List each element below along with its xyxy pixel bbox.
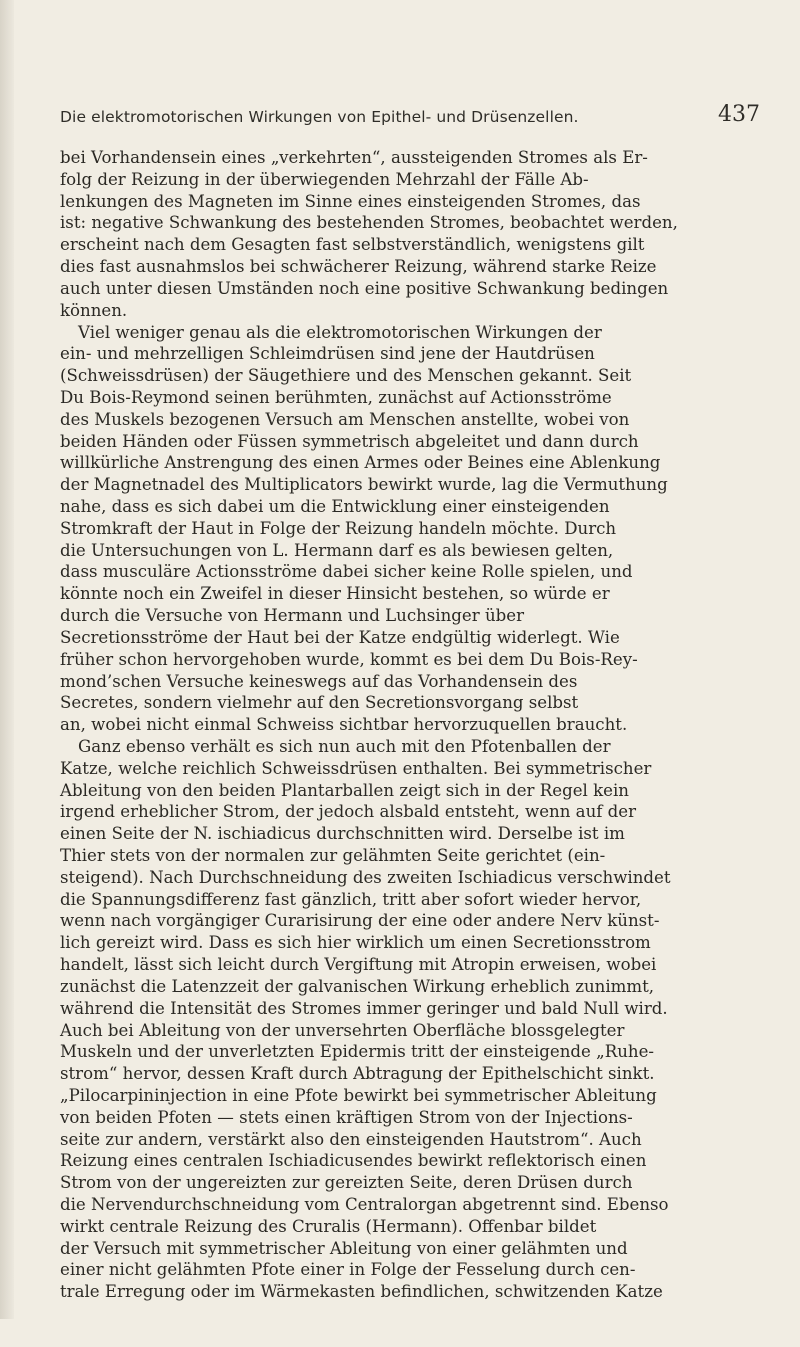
text-line: der Versuch mit symmetrischer Ableitung von einer gelähmten und — [60, 1238, 628, 1258]
text-line: die Nervendurchschneidung vom Centralorgan abgetrennt sind. Ebenso — [60, 1195, 669, 1214]
text-line: folg der Reizung in der überwiegenden Mehrzahl der Fälle Ab- — [60, 169, 589, 189]
text-line: einer nicht gelähmten Pfote einer in Folge der Fesselung durch cen- — [60, 1260, 636, 1280]
text-line: während die Intensität des Stromes immer geringer und bald Null wird. — [60, 998, 668, 1018]
text-line: trale Erregung oder im Wärmekasten befindlichen, schwitzenden Katze — [60, 1282, 663, 1302]
text-line: wirkt centrale Reizung des Cruralis (Hermann). Offenbar bildet — [60, 1216, 597, 1236]
text-line — [60, 1325, 770, 1347]
text-line: auch unter diesen Umständen noch eine positive Schwankung bedingen — [60, 278, 669, 298]
text-line: Strom von der ungereizten zur gereizten Seite, deren Drüsen durch — [60, 1173, 633, 1193]
text-line: handelt, lässt sich leicht durch Vergiftung mit Atropin erweisen, wobei — [60, 955, 657, 975]
text-line: könnte noch ein Zweifel in dieser Hinsicht bestehen, so würde er — [60, 584, 610, 604]
text-line: Secretionsströme der Haut bei der Katze endgültig widerlegt. Wie — [60, 627, 620, 647]
text-line: irgend erheblicher Strom, der jedoch alsbald entsteht, wenn auf der — [60, 802, 637, 822]
text-line: ein- und mehrzelligen Schleimdrüsen sind jene der Hautdrüsen — [60, 344, 595, 364]
text-line: ist: negative Schwankung des bestehenden Stromes, beobachtet werden, — [60, 213, 678, 233]
text-line: Auch bei Ableitung von der unversehrten Oberfläche blossgelegter — [60, 1020, 625, 1040]
text-line: zunächst die Latenzzeit der galvanischen Wirkung erheblich zunimmt, — [60, 976, 655, 996]
text-line: einen Seite der N. ischiadicus durchschnitten wird. Derselbe ist im — [60, 824, 625, 844]
text-line: Reizung eines centralen Ischiadicusendes bewirkt reflektorisch einen — [60, 1151, 647, 1171]
text-line: wenn nach vorgängiger Curarisirung der eine oder andere Nerv künst- — [60, 911, 660, 931]
text-line: dies fast ausnahmslos bei schwächerer Reizung, während starke Reize — [60, 257, 657, 277]
body-text — [60, 147, 770, 1347]
text-line: lich gereizt wird. Dass es sich hier wirklich um einen Secretionsstrom — [60, 933, 651, 953]
text-line: die Untersuchungen von L. Hermann darf es als bewiesen gelten, — [60, 540, 614, 560]
text-line: seite zur andern, verstärkt also den einsteigenden Hautstrom“. Auch — [60, 1129, 642, 1149]
text-line: strom“ hervor, dessen Kraft durch Abtragung der Epithelschicht sinkt. — [60, 1064, 655, 1084]
page-edge-shadow — [0, 0, 14, 1319]
text-line: steigend). Nach Durchschneidung des zweiten Ischiadicus verschwindet — [60, 867, 671, 887]
text-line: Katze, welche reichlich Schweissdrüsen enthalten. Bei symmetrischer — [60, 758, 652, 778]
text-line: der Magnetnadel des Multiplicators bewirkt wurde, lag die Vermuthung — [60, 475, 668, 495]
paragraph-start-line: Viel weniger genau als die elektromotorischen Wirkungen der — [78, 322, 602, 342]
text-line: Thier stets von der normalen zur gelähmten Seite gerichtet (ein- — [60, 846, 606, 865]
text-line: mond’schen Versuche keineswegs auf das Vorhandensein des — [60, 671, 578, 691]
text-line: durch die Versuche von Hermann und Luchsinger über — [60, 606, 525, 626]
page-number: 437 — [718, 102, 760, 127]
text-line: (Schweissdrüsen) der Säugethiere und des Menschen gekannt. Seit — [60, 366, 632, 386]
text-line: erscheint nach dem Gesagten fast selbstverständlich, wenigstens gilt — [60, 235, 645, 255]
text-line: Stromkraft der Haut in Folge der Reizung handeln möchte. Durch — [60, 518, 617, 538]
text-line: bei Vorhandensein eines „verkehrten“, aussteigenden Stromes als Er- — [60, 148, 648, 167]
paragraph-start-line: Ganz ebenso verhält es sich nun auch mit den Pfotenballen der — [78, 736, 611, 756]
text-line: nahe, dass es sich dabei um die Entwicklung einer einsteigenden — [60, 497, 610, 516]
text-line: beiden Händen oder Füssen symmetrisch abgeleitet und dann durch — [60, 431, 639, 451]
text-line: früher schon hervorgehoben wurde, kommt es bei dem Du Bois-Rey- — [60, 649, 638, 669]
text-line: des Muskels bezogenen Versuch am Menschen anstellte, wobei von — [60, 409, 630, 429]
text-line: lenkungen des Magneten im Sinne eines einsteigenden Stromes, das — [60, 191, 641, 211]
text-line: „Pilocarpininjection in eine Pfote bewirkt bei symmetrischer Ableitung — [60, 1085, 657, 1105]
text-line: Muskeln und der unverletzten Epidermis tritt der einsteigende „Ruhe- — [60, 1042, 655, 1062]
text-line: an, wobei nicht einmal Schweiss sichtbar hervorzuquellen braucht. — [60, 715, 628, 735]
text-line: Secretes, sondern vielmehr auf den Secretionsvorgang selbst — [60, 693, 579, 713]
text-line: willkürliche Anstrengung des einen Armes oder Beines eine Ablenkung — [60, 453, 661, 473]
page-header — [60, 102, 760, 132]
text-line: Ableitung von den beiden Plantarballen zeigt sich in der Regel kein — [60, 780, 629, 800]
text-line: dass musculäre Actionsströme dabei sicher keine Rolle spielen, und — [60, 562, 633, 582]
text-line: Du Bois-Reymond seinen berühmten, zunächst auf Actionsströme — [60, 387, 612, 407]
running-head: Die elektromotorischen Wirkungen von Epithel- und Drüsenzellen. — [60, 108, 579, 126]
text-line — [60, 1303, 770, 1325]
text-line: die Spannungsdifferenz fast gänzlich, tritt aber sofort wieder hervor, — [60, 889, 642, 909]
text-line: können. — [60, 300, 128, 320]
text-line: von beiden Pfoten — stets einen kräftigen Strom von der Injections- — [60, 1107, 633, 1127]
